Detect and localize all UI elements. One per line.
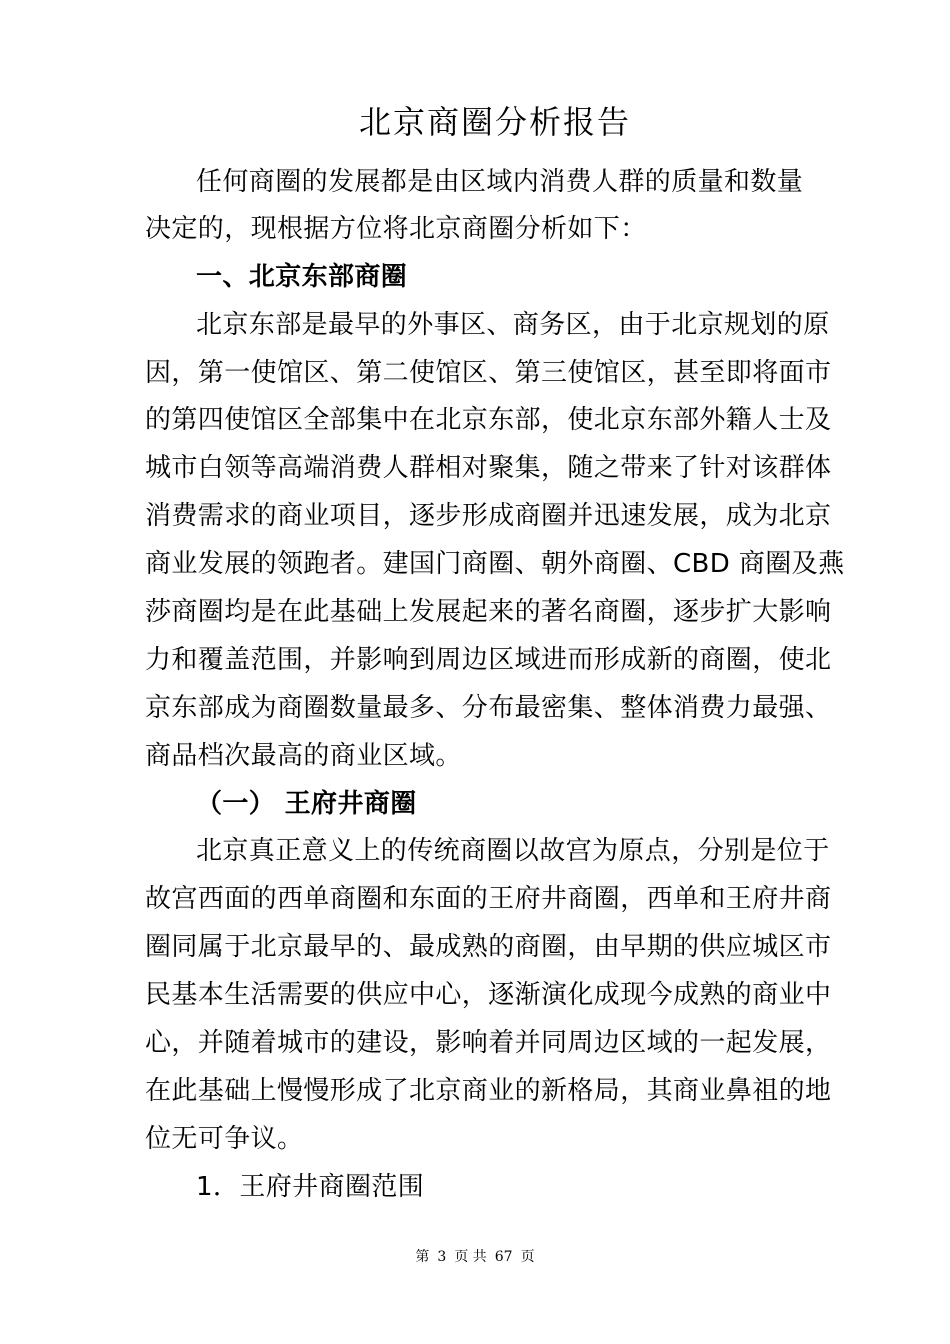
footer-total-pages: 67 [494, 1249, 513, 1265]
intro-line-1: 任何商圈的发展都是由区域内消费人群的质量和数量 [196, 167, 804, 197]
subsection1-line-4: 民基本生活需要的供应中心，逐渐演化成现今成熟的商业中 [145, 980, 832, 1010]
section1-line-3: 的第四使馆区全部集中在北京东部，使北京东部外籍人士及 [145, 405, 832, 435]
subsection1-line-6: 在此基础上慢慢形成了北京商业的新格局，其商业鼻祖的地 [145, 1076, 832, 1106]
subsection1-line-2: 故宫西面的西单商圈和东面的王府井商圈，西单和王府井商 [145, 884, 832, 914]
section-heading-east: 一、北京东部商圈 [196, 262, 408, 292]
section1-line-10: 商品档次最高的商业区域。 [145, 741, 462, 771]
footer-page-number: 3 [437, 1249, 447, 1265]
section1-line-6: 商业发展的领跑者。建国门商圈、朝外商圈、CBD 商圈及燕 [145, 549, 845, 579]
subsection1-line-1: 北京真正意义上的传统商圈以故宫为原点，分别是位于 [196, 836, 830, 866]
section1-line-1: 北京东部是最早的外事区、商务区，由于北京规划的原 [196, 310, 830, 340]
subsection1-line-7: 位无可争议。 [145, 1124, 304, 1154]
section1-line-7: 莎商圈均是在此基础上发展起来的著名商圈，逐步扩大影响 [145, 597, 832, 627]
section1-line-8: 力和覆盖范围，并影响到周边区域进而形成新的商圈，使北 [145, 645, 832, 675]
page-footer [0, 1247, 950, 1267]
section1-line-2: 因，第一使馆区、第二使馆区、第三使馆区，甚至即将面市 [145, 358, 832, 388]
footer-mid: 页 共 [454, 1249, 487, 1265]
item-heading-scope: 1．王府井商圈范围 [196, 1172, 425, 1202]
intro-line-2: 决定的，现根据方位将北京商圈分析如下： [145, 214, 647, 244]
document-title: 北京商圈分析报告 [358, 103, 631, 141]
subsection-heading-wangfujing: （一） 王府井商圈 [196, 789, 417, 819]
footer-suffix: 页 [520, 1249, 535, 1265]
footer-prefix: 第 [415, 1249, 430, 1265]
section1-line-4: 城市白领等高端消费人群相对聚集，随之带来了针对该群体 [145, 453, 832, 483]
section1-line-5: 消费需求的商业项目，逐步形成商圈并迅速发展，成为北京 [145, 501, 832, 531]
section1-line-9: 京东部成为商圈数量最多、分布最密集、整体消费力最强、 [145, 693, 832, 723]
subsection1-line-3: 圈同属于北京最早的、最成熟的商圈，由早期的供应城区市 [145, 932, 832, 962]
subsection1-line-5: 心，并随着城市的建设，影响着并同周边区域的一起发展， [145, 1028, 832, 1058]
